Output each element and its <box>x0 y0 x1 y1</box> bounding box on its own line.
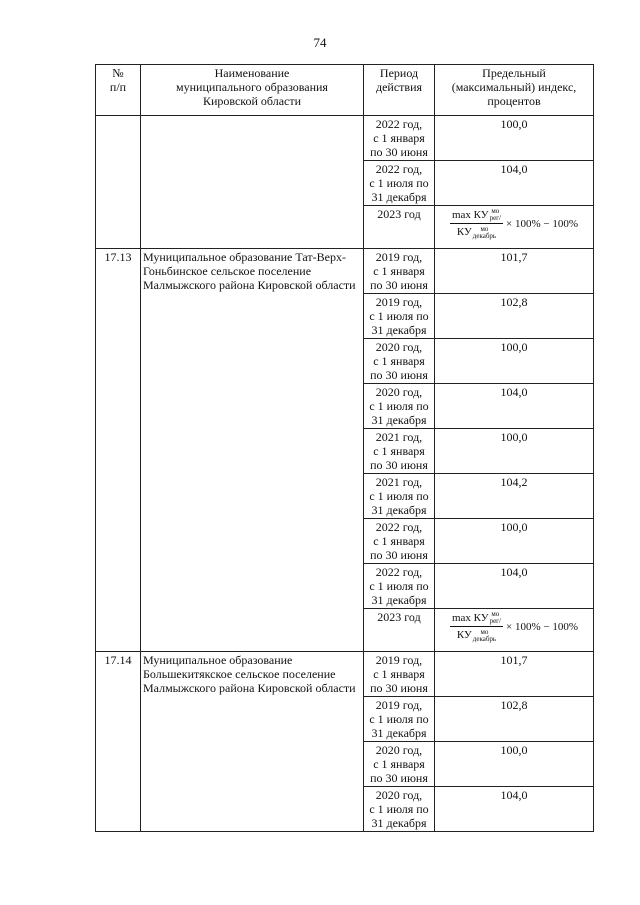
index-formula-cell <box>435 206 594 249</box>
table-row <box>96 652 594 697</box>
formula-denominator: КУ мо декабрь <box>456 627 497 643</box>
tariff-index-table <box>95 64 594 832</box>
index-value-cell: 101,7 <box>435 249 594 294</box>
period-cell: 2019 год, с 1 января по 30 июня <box>364 652 435 697</box>
period-cell: 2020 год, с 1 июля по 31 декабря <box>364 787 435 832</box>
index-formula-cell <box>435 609 594 652</box>
municipality-name <box>141 116 364 249</box>
index-formula <box>450 208 578 240</box>
index-value-cell: 100,0 <box>435 116 594 161</box>
table-body <box>96 116 594 832</box>
header-municipality: Наименование муниципального образования Кировской области <box>141 65 364 116</box>
table-row <box>96 116 594 161</box>
header-number: № п/п <box>96 65 141 116</box>
index-value-cell: 104,0 <box>435 564 594 609</box>
formula-denominator: КУ мо декабрь <box>456 224 497 240</box>
formula-numerator: max КУ мо рег/ <box>451 610 502 626</box>
index-value-cell: 102,8 <box>435 294 594 339</box>
index-value-cell: 104,2 <box>435 474 594 519</box>
period-cell: 2019 год, с 1 января по 30 июня <box>364 249 435 294</box>
period-cell: 2022 год, с 1 января по 30 июня <box>364 519 435 564</box>
period-cell: 2022 год, с 1 июля по 31 декабря <box>364 161 435 206</box>
period-cell: 2020 год, с 1 июля по 31 декабря <box>364 384 435 429</box>
header-period: Период действия <box>364 65 435 116</box>
period-cell: 2021 год, с 1 июля по 31 декабря <box>364 474 435 519</box>
period-cell: 2023 год <box>364 609 435 652</box>
period-cell: 2020 год, с 1 января по 30 июня <box>364 742 435 787</box>
period-cell: 2020 год, с 1 января по 30 июня <box>364 339 435 384</box>
index-value-cell: 102,8 <box>435 697 594 742</box>
table-row <box>96 249 594 294</box>
period-cell: 2022 год, с 1 января по 30 июня <box>364 116 435 161</box>
index-value-cell: 101,7 <box>435 652 594 697</box>
header-index: Предельный (максимальный) индекс, процентов <box>435 65 594 116</box>
index-formula <box>450 611 578 643</box>
index-value-cell: 100,0 <box>435 429 594 474</box>
period-cell: 2019 год, с 1 июля по 31 декабря <box>364 294 435 339</box>
row-number <box>96 116 141 249</box>
table-header-row <box>96 65 594 116</box>
period-cell: 2021 год, с 1 января по 30 июня <box>364 429 435 474</box>
row-number: 17.13 <box>96 249 141 652</box>
row-number: 17.14 <box>96 652 141 832</box>
formula-tail: × 100% − 100% <box>506 217 578 230</box>
municipality-name: Муниципальное образование Тат-Верх-Гоньбинское сельское поселение Малмыжского района Кировской области <box>141 249 364 652</box>
index-value-cell: 104,0 <box>435 787 594 832</box>
formula-tail: × 100% − 100% <box>506 620 578 633</box>
page-number: 74 <box>313 35 327 50</box>
period-cell: 2023 год <box>364 206 435 249</box>
index-value-cell: 100,0 <box>435 742 594 787</box>
period-cell: 2019 год, с 1 июля по 31 декабря <box>364 697 435 742</box>
index-value-cell: 104,0 <box>435 161 594 206</box>
formula-numerator: max КУ мо рег/ <box>451 207 502 223</box>
period-cell: 2022 год, с 1 июля по 31 декабря <box>364 564 435 609</box>
index-value-cell: 100,0 <box>435 519 594 564</box>
municipality-name: Муниципальное образование Большекитякское сельское поселение Малмыжского района Кировской области <box>141 652 364 832</box>
index-value-cell: 100,0 <box>435 339 594 384</box>
index-value-cell: 104,0 <box>435 384 594 429</box>
